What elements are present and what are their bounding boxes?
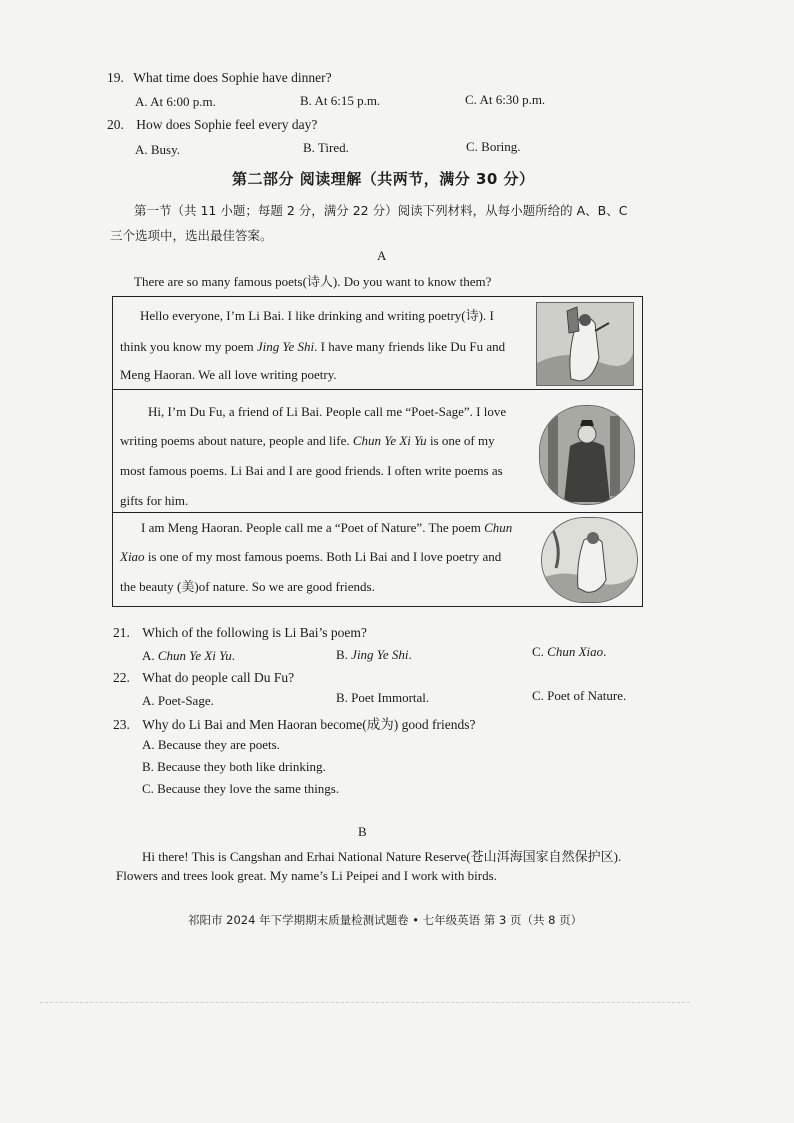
option-a: A. Busy. xyxy=(135,142,181,157)
option-b: B. Because they both like drinking. xyxy=(142,759,326,774)
option-b: B. Tired. xyxy=(303,140,349,155)
question-number: 20. xyxy=(107,117,124,132)
du-fu-line-2: writing poems about nature, people and life. Chun Ye Xi Yu is one of my xyxy=(120,433,495,448)
passage-b-line-1: Hi there! This is Cangshan and Erhai National Nature Reserve(苍山洱海国家自然保护区). xyxy=(142,849,622,864)
du-fu-portrait xyxy=(539,405,635,505)
poem-title: Chun xyxy=(484,520,513,535)
section-instruction-line-2: 三个选项中，选出最佳答案。 xyxy=(110,228,273,243)
question-21 xyxy=(113,625,367,641)
du-fu-line-4: gifts for him. xyxy=(120,493,189,508)
li-bai-line-3: Meng Haoran. We all love writing poetry. xyxy=(120,367,337,382)
option-b: B. Jing Ye Shi. xyxy=(336,647,412,662)
part-two-title: 第二部分 阅读理解（共两节，满分 30 分） xyxy=(232,170,535,188)
question-stem: What time does Sophie have dinner? xyxy=(133,70,332,85)
question-19 xyxy=(107,70,332,86)
li-bai-line-2: think you know my poem Jing Ye Shi. I have many friends like Du Fu and xyxy=(120,339,506,354)
option-a: A. Chun Ye Xi Yu. xyxy=(142,648,235,663)
poets-panel xyxy=(112,296,643,607)
option-b: B. Poet Immortal. xyxy=(336,690,430,705)
question-number: 23. xyxy=(113,717,130,732)
passage-b-line-2: Flowers and trees look great. My name’s Li Peipei and I work with birds. xyxy=(116,868,497,883)
page-footer: 祁阳市 2024 年下学期期末质量检测试题卷 • 七年级英语 第 3 页（共 8 页） xyxy=(188,913,583,927)
question-stem: What do people call Du Fu? xyxy=(142,670,295,685)
passage-a-label: A xyxy=(377,248,387,263)
option-c: C. Because they love the same things. xyxy=(142,781,340,796)
du-fu-line-1: Hi, I’m Du Fu, a friend of Li Bai. People call me “Poet-Sage”. I love xyxy=(148,404,507,419)
option-c: C. Poet of Nature. xyxy=(532,688,627,703)
option-a: A. At 6:00 p.m. xyxy=(135,94,216,109)
passage-a-intro: There are so many famous poets(诗人). Do you want to know them? xyxy=(134,274,492,289)
option-a: A. Because they are poets. xyxy=(142,737,280,752)
li-bai-portrait xyxy=(536,302,634,386)
scan-artifact-line xyxy=(40,1002,690,1003)
meng-haoran-portrait xyxy=(541,517,638,603)
poem-title: Xiao xyxy=(120,549,145,564)
question-23 xyxy=(113,713,476,733)
option-a: A. Poet-Sage. xyxy=(142,693,214,708)
li-bai-line-1: Hello everyone, I’m Li Bai. I like drinking and writing poetry(诗). I xyxy=(140,308,494,323)
option-c: C. Chun Xiao. xyxy=(532,644,607,659)
meng-haoran-line-2: Xiao is one of my most famous poems. Both Li Bai and I love poetry and xyxy=(120,549,502,564)
question-stem: Which of the following is Li Bai’s poem? xyxy=(142,625,367,640)
question-number: 21. xyxy=(113,625,130,640)
option-c: C. Boring. xyxy=(466,139,521,154)
poem-title: Chun Ye Xi Yu xyxy=(352,433,427,448)
question-number: 22. xyxy=(113,670,130,685)
option-b: B. At 6:15 p.m. xyxy=(300,93,381,108)
question-20 xyxy=(107,117,317,133)
du-fu-line-3: most famous poems. Li Bai and I are good friends. I often write poems as xyxy=(120,463,503,478)
option-c: C. At 6:30 p.m. xyxy=(465,92,546,107)
question-stem: Why do Li Bai and Men Haoran become(成为) good friends? xyxy=(142,717,476,732)
poem-title: Jing Ye Shi xyxy=(256,339,315,354)
question-22 xyxy=(113,670,294,686)
question-number: 19. xyxy=(107,70,124,85)
section-instruction-line-1: 第一节（共 11 小题；每题 2 分，满分 22 分）阅读下列材料，从每小题所给的 A、B、C xyxy=(134,203,628,218)
meng-haoran-line-3: the beauty (美)of nature. So we are good friends. xyxy=(120,579,375,594)
meng-haoran-line-1: I am Meng Haoran. People call me a “Poet of Nature”. The poem Chun xyxy=(141,520,513,535)
passage-b-label: B xyxy=(358,824,367,839)
question-stem: How does Sophie feel every day? xyxy=(136,117,318,132)
